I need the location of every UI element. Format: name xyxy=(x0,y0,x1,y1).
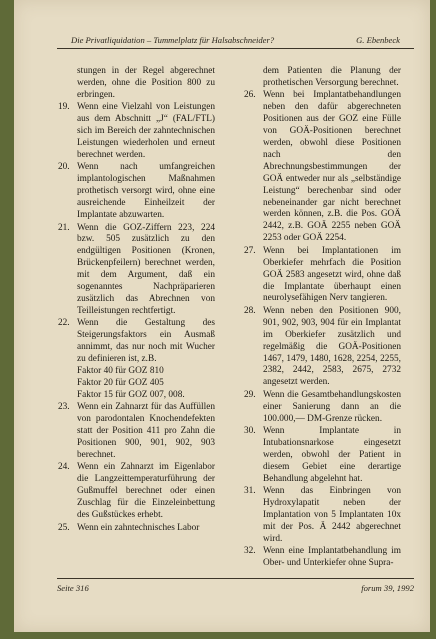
item-number: 25. xyxy=(58,522,70,533)
item-text: Wenn eine Implantatbehandlung im Ober- und Unterkiefer ohne Supra- xyxy=(263,546,401,569)
list-item xyxy=(244,246,401,306)
item-number: 22. xyxy=(58,318,70,329)
list-item xyxy=(58,102,215,162)
factor-line: Faktor 20 für GOZ 405 xyxy=(77,377,164,388)
item-number: 28. xyxy=(244,305,256,316)
item-number: 21. xyxy=(58,222,70,233)
item-text: Wenn ein Zahnarzt im Eigenlabor die Langzeittemperaturführung der Gußmuffel berechnet oder einen Zuschlag für die Einzeleinbettung des Gußstückes erhebt. xyxy=(77,462,215,521)
item-number: 30. xyxy=(244,426,256,437)
footer-rule xyxy=(57,578,414,579)
list-item xyxy=(244,426,401,486)
factor-line: Faktor 15 für GOZ 007, 008. xyxy=(77,389,185,400)
item-text: Wenn neben den Positionen 900, 901, 902, 903, 904 für ein Implantat im Oberkiefer zusätzlich und regelmäßig die GOÄ-Positionen 1467, 1479, 1480, 1628, 2254, 2255, 2382, 2442, 2583, 2675, 2732 angesetzt werden. xyxy=(263,305,401,388)
journal-issue: forum 39, 1992 xyxy=(361,583,414,593)
item-number: 32. xyxy=(244,546,256,557)
list-item xyxy=(244,390,401,426)
item-text: Wenn die Gestaltung des Steigerungsfaktors ein Ausmaß annimmt, das nur noch mit Wucher zu definieren ist, z.B. xyxy=(77,318,215,365)
header-author: G. Ebenbeck xyxy=(356,35,400,45)
right-intro: dem Patienten die Planung der prothetischen Versorgung berechnet. xyxy=(263,66,401,88)
list-item xyxy=(58,462,215,522)
item-text: Wenn nach umfangreichen implantologischen Maßnahmen prothetisch versorgt wird, ohne eine ausreichende Einheilzeit der Implantate abzuwarten. xyxy=(77,162,215,221)
item-text: Wenn die GOZ-Ziffern 223, 224 bzw. 505 zusätzlich zu den endgültigen Positionen (Kronen, Brückenpfeilern) berechnet werden, mit dem Argument, daß ein sogenanntes Nachpräparieren zusätzlich das Abrechnen von Teilleistungen rechtfertigt. xyxy=(77,222,215,316)
item-text: Wenn ein Zahnarzt für das Auffüllen von parodontalen Knochendefekten statt der Position 411 pro Zahn die Positionen 900, 901, 902, 903 berechnet. xyxy=(77,402,215,460)
item-text: Wenn bei Implantationen im Oberkiefer mehrfach die Position GOÄ 2583 angesetzt wird, ohne daß die Implantate überhaupt einen neurolysefähigen Nerv tangieren. xyxy=(263,245,401,304)
list-item xyxy=(244,90,401,245)
item-number: 23. xyxy=(58,402,70,413)
list-item xyxy=(58,162,215,222)
list-item xyxy=(58,523,215,535)
list-item xyxy=(244,486,401,546)
list-item xyxy=(244,546,401,570)
list-item xyxy=(58,318,215,401)
item-text: Wenn bei Implantatbehandlungen neben den dafür abgerechneten Positionen aus der GOZ eine Fülle von GOÄ-Positionen berechnet werden, obwohl diese Positionen nach den Abrechnungsbestimmungen der GOÄ entweder nur als „selbständige Leistung“ berechenbar sind oder nebeneinander gar nicht berechnet werden können, z.B. die Pos. GOÄ 2442, z.B. GOÄ 2255 neben GOÄ 2253 oder GOÄ 2254. xyxy=(263,90,401,244)
list-item xyxy=(58,223,215,318)
item-text: Wenn eine Vielzahl von Leistungen aus dem Abschnitt „J“ (FAL/FTL) sich im Bereich der zahntechnischen Leistungen wiederholen und erneut berechnet werden. xyxy=(77,102,215,160)
left-column xyxy=(58,66,215,535)
item-number: 26. xyxy=(244,90,256,101)
page-number: Seite 316 xyxy=(57,583,89,593)
item-number: 19. xyxy=(58,102,70,113)
list-item xyxy=(58,402,215,462)
item-text: Wenn ein zahntechnisches Labor xyxy=(77,522,200,533)
item-number: 31. xyxy=(244,486,256,497)
item-number: 29. xyxy=(244,389,256,400)
header-title: Die Privatliquidation – Tummelplatz für Halsabschneider? xyxy=(71,35,275,45)
item-number: 24. xyxy=(58,462,70,473)
item-number: 20. xyxy=(58,162,70,173)
item-text: Wenn Implantate in Intubationsnarkose eingesetzt werden, obwohl der Patient in diesem Gebiet eine derartige Behandlung abgelehnt hat. xyxy=(263,426,401,484)
item-text: Wenn die Gesamtbehandlungskosten einer Sanierung dann an die 100.000,— DM-Grenze rücken. xyxy=(263,389,401,424)
list-item xyxy=(244,306,401,389)
header-rule xyxy=(57,48,414,49)
item-text: Wenn das Einbringen von Hydroxylapatit neben der Implantation von 5 Implantaten 10x mit der Pos. Ä 2442 abgerechnet wird. xyxy=(263,486,401,544)
right-column xyxy=(244,66,401,571)
factor-line: Faktor 40 für GOZ 810 xyxy=(77,366,164,377)
item-number: 27. xyxy=(244,245,256,256)
left-intro: stungen in der Regel abgerechnet werden, ohne die Position 800 zu erbringen. xyxy=(77,66,215,100)
